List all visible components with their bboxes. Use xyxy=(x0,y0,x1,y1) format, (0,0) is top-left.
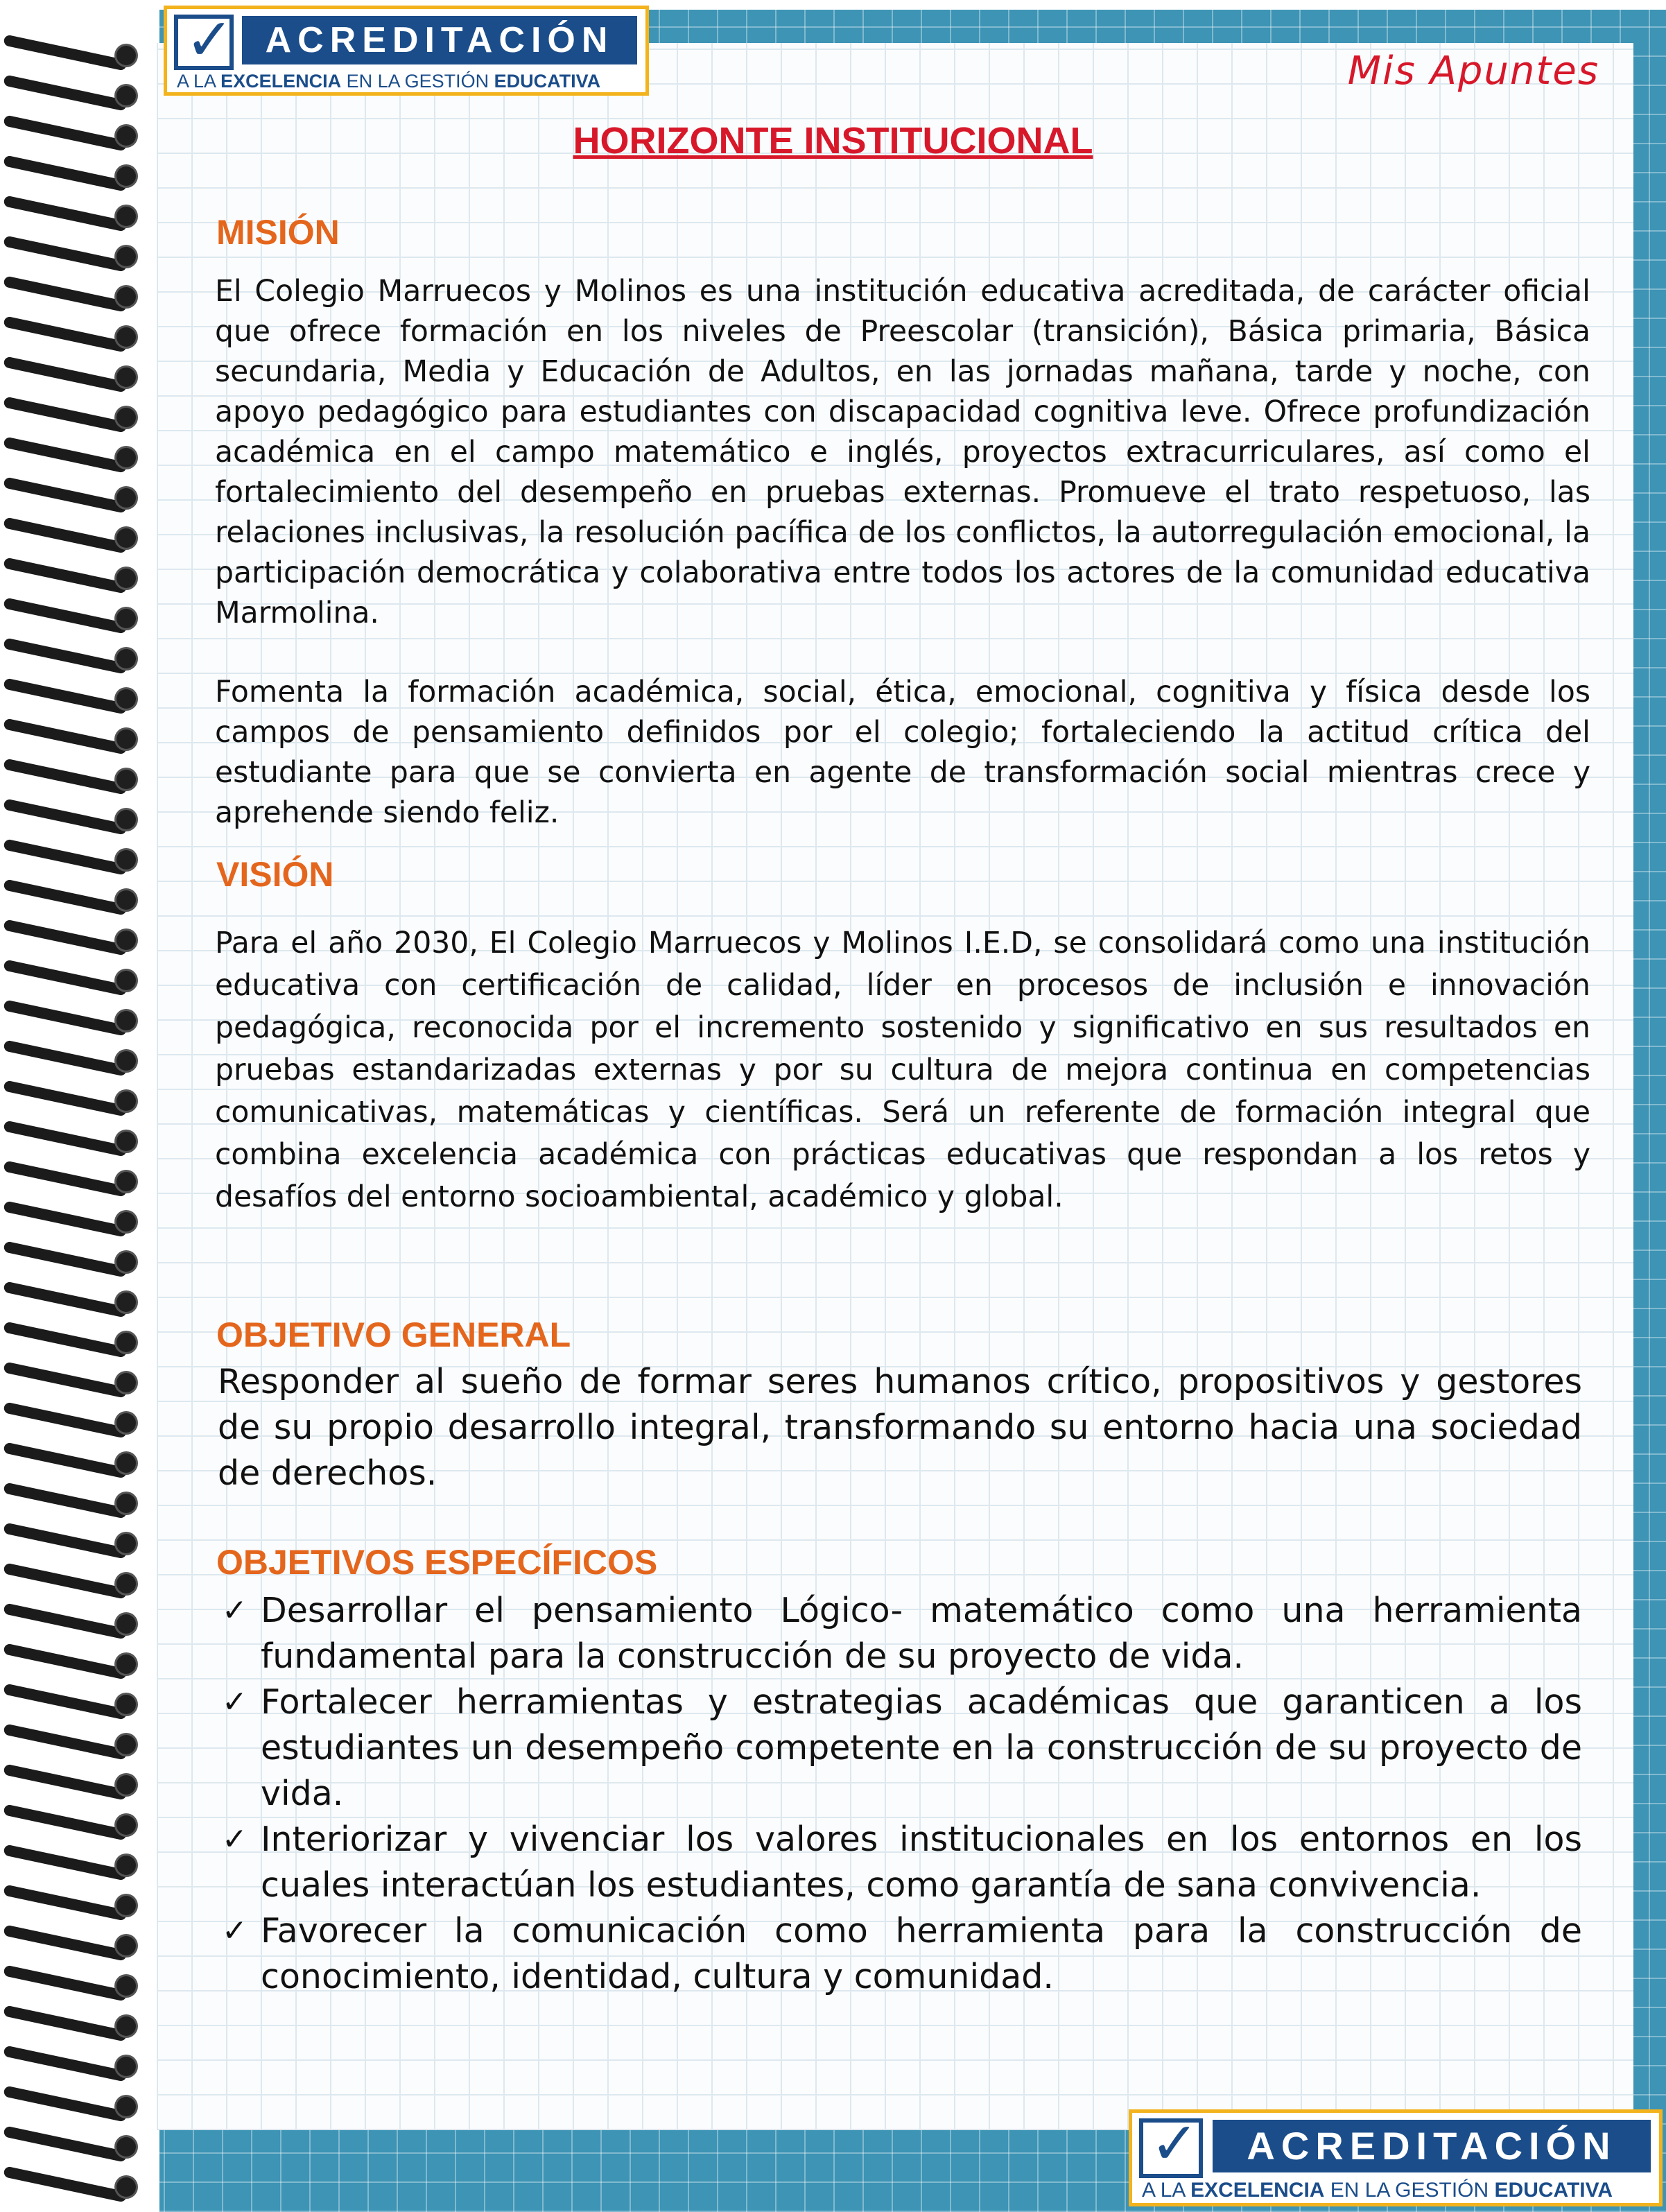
ring-wire xyxy=(3,838,127,875)
ring-hole xyxy=(116,1172,136,1191)
ring-hole xyxy=(116,890,136,910)
list-item: ✓ Interiorizar y vivenciar los valores institucionales en los entornos en los cuales interactúan los estudiantes, como garantía de sana convivencia. xyxy=(222,1817,1582,1908)
spiral-ring xyxy=(0,1248,146,1276)
ring-hole xyxy=(116,1654,136,1674)
ring-wire xyxy=(3,1200,127,1237)
spiral-ring xyxy=(0,1449,146,1477)
list-item: ✓ Favorecer la comunicación como herramienta para la construcción de conocimiento, identidad, cultura y comunidad. xyxy=(222,1908,1582,2000)
ring-hole xyxy=(116,609,136,628)
ring-hole xyxy=(116,1896,136,1915)
ring-hole xyxy=(116,971,136,990)
logo-tagline: A LA EXCELENCIA EN LA GESTIÓN EDUCATIVA xyxy=(177,71,601,92)
spiral-ring xyxy=(0,1087,146,1115)
ring-hole xyxy=(116,166,136,186)
ring-wire xyxy=(3,1160,127,1197)
ring-wire xyxy=(3,436,127,473)
ring-hole xyxy=(116,327,136,347)
ring-hole xyxy=(116,287,136,306)
ring-wire xyxy=(3,1964,127,2001)
spiral-ring xyxy=(0,725,146,753)
ring-wire xyxy=(3,356,127,392)
acreditacion-logo-top xyxy=(164,6,649,96)
spiral-ring xyxy=(0,524,146,552)
page-title: HORIZONTE INSTITUCIONAL xyxy=(573,120,1093,162)
spiral-ring xyxy=(0,846,146,874)
ring-wire xyxy=(3,316,127,352)
ring-wire xyxy=(3,517,127,553)
spiral-ring xyxy=(0,82,146,110)
ring-hole xyxy=(116,1775,136,1795)
spiral-ring xyxy=(0,2173,146,2201)
ring-hole xyxy=(116,46,136,65)
ring-wire xyxy=(3,1321,127,1358)
ring-wire xyxy=(3,718,127,754)
ring-hole xyxy=(116,1856,136,1875)
ring-wire xyxy=(3,1241,127,1277)
spiral-ring xyxy=(0,605,146,632)
ring-wire xyxy=(3,195,127,232)
ring-wire xyxy=(3,2166,127,2202)
spiral-ring xyxy=(0,1650,146,1678)
ring-hole xyxy=(116,770,136,789)
ring-hole xyxy=(116,1091,136,1111)
ring-wire xyxy=(3,1602,127,1639)
spiral-ring xyxy=(0,363,146,391)
ring-wire xyxy=(3,1522,127,1559)
spiral-ring xyxy=(0,1409,146,1437)
mis-apuntes-note: Mis Apuntes xyxy=(1347,49,1599,94)
ring-hole xyxy=(116,1815,136,1835)
spiral-ring xyxy=(0,806,146,833)
ring-wire xyxy=(3,1080,127,1116)
check-icon: ✓ xyxy=(222,1913,248,1949)
ring-wire xyxy=(3,758,127,795)
ring-hole xyxy=(116,1373,136,1392)
spiral-ring xyxy=(0,323,146,351)
acreditacion-logo-bottom xyxy=(1129,2109,1663,2206)
logo-name: ACREDITACIÓN xyxy=(242,16,637,64)
ring-hole xyxy=(116,1293,136,1312)
ring-wire xyxy=(3,1683,127,1720)
spiral-ring xyxy=(0,202,146,230)
ring-wire xyxy=(3,1442,127,1478)
ring-wire xyxy=(3,919,127,956)
ring-hole xyxy=(116,1051,136,1071)
spiral-ring xyxy=(0,1007,146,1035)
ring-hole xyxy=(116,689,136,709)
ring-wire xyxy=(3,879,127,915)
spiral-ring xyxy=(0,283,146,311)
ring-hole xyxy=(116,86,136,105)
mision-heading: MISIÓN xyxy=(216,213,340,252)
ring-hole xyxy=(116,1252,136,1272)
ring-hole xyxy=(116,850,136,870)
spiral-ring xyxy=(0,1610,146,1638)
spiral-ring xyxy=(0,564,146,592)
ring-wire xyxy=(3,1482,127,1519)
ring-wire xyxy=(3,1763,127,1800)
spiral-ring xyxy=(0,1570,146,1598)
spiral-ring xyxy=(0,2012,146,2040)
spiral-ring xyxy=(0,1208,146,1236)
ring-wire xyxy=(3,1401,127,1438)
ring-hole xyxy=(116,729,136,749)
ring-hole xyxy=(116,1011,136,1030)
ring-wire xyxy=(3,1643,127,1679)
spiral-ring xyxy=(0,1731,146,1759)
list-item: ✓ Fortalecer herramientas y estrategias académicas que garanticen a los estudiantes un desempeño competente en la construcción de su proyecto de vida. xyxy=(222,1679,1582,1817)
ring-hole xyxy=(116,2137,136,2157)
spiral-ring xyxy=(0,42,146,69)
ring-wire xyxy=(3,2125,127,2162)
objetivo-general-text: Responder al sueño de formar seres humanos crítico, propositivos y gestores de su propio desarrollo integral, transformando su entorno hacia una sociedad de derechos. xyxy=(218,1362,1582,1493)
ring-hole xyxy=(116,1132,136,1151)
ring-hole xyxy=(116,1413,136,1433)
ring-hole xyxy=(116,1212,136,1232)
ring-wire xyxy=(3,1884,127,1921)
spiral-ring xyxy=(0,645,146,673)
ring-hole xyxy=(116,1494,136,1513)
ring-hole xyxy=(116,1735,136,1754)
mision-paragraph-2: Fomenta la formación académica, social, ética, emocional, cognitiva y física desde los campos de pensamiento definidos por el colegio; fortaleciendo la actitud crítica del estudiante para que se convierta en agente de transformación social mientras crece y aprehende siendo feliz. xyxy=(215,675,1590,830)
vision-paragraph: Para el año 2030, El Colegio Marruecos y Molinos I.E.D, se consolidará como una institución educativa con certificación de calidad, líder en procesos de inclusión e innovación pedagógica, reconocida por el incremento sostenido y significativo en sus resultados en pruebas estandarizadas externas y por su cultura de mejora continua en competencias comunicativas, matemáticas y científicas. Será un referente de formación integral que combina excelencia académica con prácticas educativas que respondan a los retos y desafíos del entorno socioambiental, académico y global. xyxy=(215,926,1590,1214)
spiral-ring xyxy=(0,404,146,431)
ring-wire xyxy=(3,1039,127,1076)
ring-wire xyxy=(3,637,127,674)
ring-hole xyxy=(116,2016,136,2036)
check-icon: ✓ xyxy=(222,1684,248,1720)
ring-wire xyxy=(3,2085,127,2122)
ring-hole xyxy=(116,2057,136,2076)
ring-hole xyxy=(116,247,136,266)
mision-paragraph-1: El Colegio Marruecos y Molinos es una institución educativa acreditada, de carácter oficial que ofrece formación en los niveles de Preescolar (transición), Básica primaria, Básica secundaria, Media y Educación de Adultos, en las jornadas mañana, tarde y noche, con apoyo pedagógico para estudiantes con discapacidad cognitiva leve. Ofrece profundización académica en el campo matemático e inglés, proyectos extracurriculares, así como el fortalecimiento del desempeño en pruebas externas. Promueve el trato respetuoso, las relaciones inclusivas, la resolución pacífica de los conflictos, la autorregulación emocional, la participación democrática y colaborativa entre todos los actores de la comunidad educativa Marmolina. xyxy=(215,275,1590,630)
ring-wire xyxy=(3,1562,127,1599)
spiral-ring xyxy=(0,886,146,914)
objetivo-general-heading: OBJETIVO GENERAL xyxy=(216,1315,571,1354)
spiral-ring xyxy=(0,1168,146,1195)
ring-hole xyxy=(116,649,136,668)
ring-wire xyxy=(3,74,127,111)
ring-wire xyxy=(3,396,127,433)
check-icon: ✓ xyxy=(222,1593,248,1628)
ring-wire xyxy=(3,557,127,594)
checkmark-icon: ✓ xyxy=(174,15,234,70)
spiral-ring xyxy=(0,484,146,512)
ring-hole xyxy=(116,569,136,588)
spiral-ring xyxy=(0,1851,146,1879)
ring-hole xyxy=(116,1614,136,1634)
spiral-ring xyxy=(0,1892,146,1919)
checkmark-icon: ✓ xyxy=(1139,2118,1203,2178)
spiral-ring xyxy=(0,243,146,270)
ring-wire xyxy=(3,235,127,272)
ring-hole xyxy=(116,1976,136,1996)
vision-heading: VISIÓN xyxy=(216,855,334,894)
spiral-ring xyxy=(0,1369,146,1397)
spiral-ring xyxy=(0,1932,146,1960)
list-item: ✓ Desarrollar el pensamiento Lógico- matemático como una herramienta fundamental para la construcción de su proyecto de vida. xyxy=(222,1588,1582,1679)
ring-hole xyxy=(116,368,136,387)
ring-wire xyxy=(3,798,127,835)
spiral-ring xyxy=(0,1691,146,1718)
ring-wire xyxy=(3,1120,127,1157)
spiral-ring xyxy=(0,444,146,472)
ring-hole xyxy=(116,1695,136,1714)
spiral-ring xyxy=(0,2093,146,2120)
spiral-ring xyxy=(0,1329,146,1356)
spiral-binding xyxy=(0,0,159,2212)
ring-hole xyxy=(116,810,136,829)
ring-hole xyxy=(116,1453,136,1473)
ring-wire xyxy=(3,1361,127,1398)
ring-hole xyxy=(116,1333,136,1352)
ring-hole xyxy=(116,207,136,226)
spiral-ring xyxy=(0,162,146,190)
ring-wire xyxy=(3,1723,127,1760)
spiral-ring xyxy=(0,1771,146,1799)
ring-wire xyxy=(3,34,127,71)
spiral-ring xyxy=(0,2053,146,2080)
ring-wire xyxy=(3,1804,127,1840)
objetivos-especificos-heading: OBJETIVOS ESPECÍFICOS xyxy=(216,1543,658,1582)
check-icon: ✓ xyxy=(222,1822,248,1857)
ring-wire xyxy=(3,597,127,634)
ring-hole xyxy=(116,448,136,467)
spiral-ring xyxy=(0,1047,146,1075)
ring-hole xyxy=(116,1534,136,1553)
ring-wire xyxy=(3,959,127,996)
ring-hole xyxy=(116,2097,136,2116)
ring-wire xyxy=(3,476,127,513)
ring-wire xyxy=(3,2045,127,2082)
spiral-ring xyxy=(0,2133,146,2161)
spiral-ring xyxy=(0,1127,146,1155)
spiral-ring xyxy=(0,766,146,793)
spiral-ring xyxy=(0,926,146,954)
ring-wire xyxy=(3,1844,127,1881)
spiral-ring xyxy=(0,1288,146,1316)
ring-wire xyxy=(3,677,127,714)
logo-tagline: A LA EXCELENCIA EN LA GESTIÓN EDUCATIVA xyxy=(1142,2179,1613,2202)
ring-wire xyxy=(3,2005,127,2041)
spiral-ring xyxy=(0,685,146,713)
ring-wire xyxy=(3,1281,127,1317)
ring-hole xyxy=(116,488,136,508)
spiral-ring xyxy=(0,1530,146,1557)
spiral-ring xyxy=(0,967,146,994)
ring-hole xyxy=(116,2177,136,2197)
ring-wire xyxy=(3,1924,127,1961)
spiral-ring xyxy=(0,1489,146,1517)
ring-hole xyxy=(116,528,136,548)
ring-wire xyxy=(3,999,127,1036)
ring-hole xyxy=(116,1936,136,1955)
ring-hole xyxy=(116,1574,136,1593)
objetivos-especificos-list xyxy=(222,1588,1582,2000)
spiral-ring xyxy=(0,1972,146,2000)
spiral-ring xyxy=(0,1811,146,1839)
ring-wire xyxy=(3,275,127,312)
ring-hole xyxy=(116,408,136,427)
logo-name: ACREDITACIÓN xyxy=(1213,2120,1651,2172)
ring-hole xyxy=(116,931,136,950)
